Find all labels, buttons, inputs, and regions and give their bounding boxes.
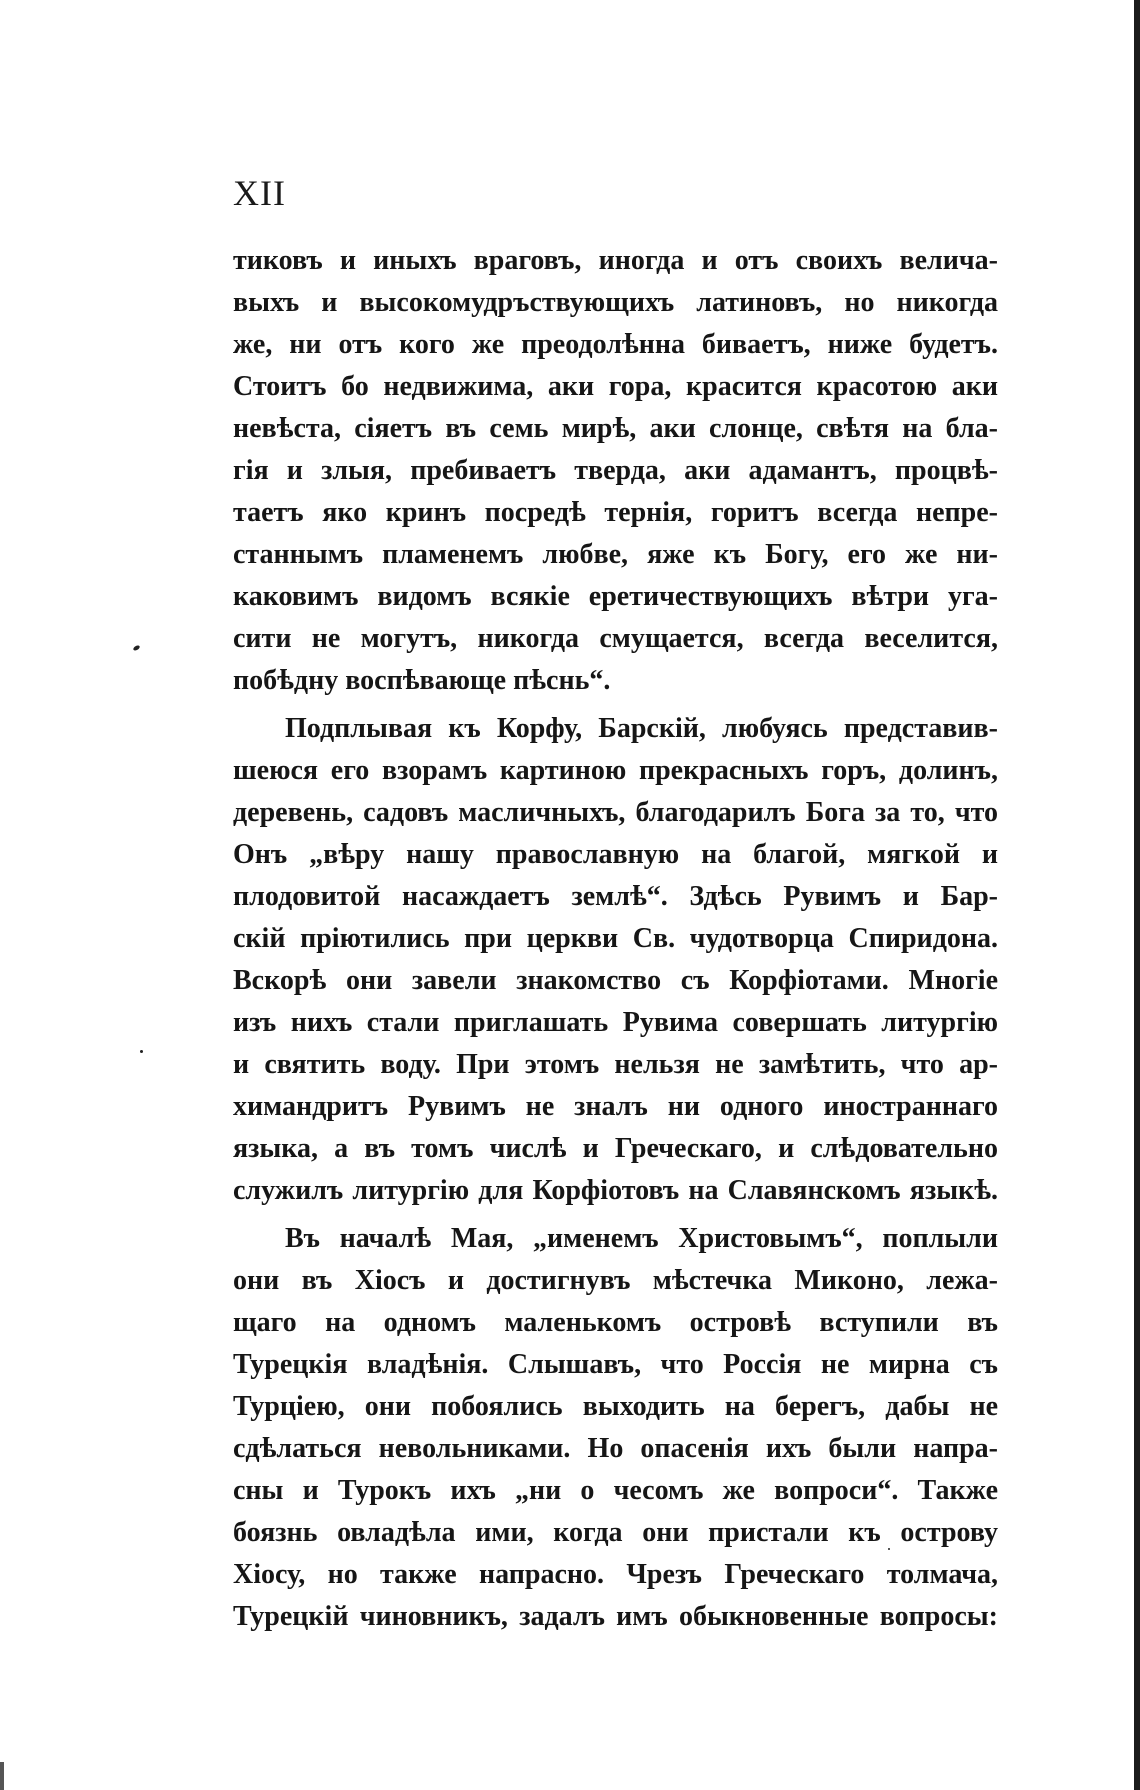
text-line: Турецкія владѣнія. Слышавъ, что Россія не мирна съ: [233, 1349, 998, 1380]
scan-speck: [888, 1548, 890, 1550]
text-line: Стоитъ бо недвижима, аки гора, красится красотою аки: [233, 371, 998, 402]
text-line: и святить воду. При этомъ нельзя не замѣтить, что ар-: [233, 1049, 998, 1080]
text-line: сдѣлаться невольниками. Но опасенія ихъ были напра-: [233, 1433, 998, 1464]
paragraph-2: [233, 708, 998, 1212]
text-line: химандритъ Рувимъ не зналъ ни одного иностраннаго: [233, 1091, 998, 1122]
text-line: изъ нихъ стали приглашать Рувима совершать литургію: [233, 1007, 998, 1038]
text-line: языка, а въ томъ числѣ и Греческаго, и слѣдовательно: [233, 1133, 998, 1164]
text-line: они въ Хіосъ и достигнувъ мѣстечка Миконо, лежа-: [233, 1265, 998, 1296]
text-line: побѣдну воспѣвающе пѣснь“.: [233, 665, 611, 696]
text-line: же, ни отъ кого же преодолѣнна биваетъ, ниже будетъ.: [233, 329, 998, 360]
body-text: [233, 240, 998, 1638]
text-line: таетъ яко кринъ посредѣ тернія, горитъ всегда непре-: [233, 497, 998, 528]
text-line: скій пріютились при церкви Св. чудотворца Спиридона.: [233, 923, 998, 954]
text-line: Хіосу, но также напрасно. Чрезъ Греческаго толмача,: [233, 1559, 998, 1590]
text-line: каковимъ видомъ всякіе еретичествующихъ вѣтри уга-: [233, 581, 998, 612]
text-line: деревень, садовъ масличныхъ, благодарилъ Бога за то, что: [233, 797, 998, 828]
text-line: сити не могутъ, никогда смущается, всегда веселится,: [233, 623, 998, 654]
text-line: гія и злыя, пребиваетъ тверда, аки адамантъ, процвѣ-: [233, 455, 998, 486]
text-line: невѣста, сіяетъ въ семь мирѣ, аки слонце, свѣтя на бла-: [233, 413, 998, 444]
text-line: сны и Турокъ ихъ „ни о чесомъ же вопроси“. Также: [233, 1475, 998, 1506]
text-line: служилъ литургію для Корфіотовъ на Славянскомъ языкѣ.: [233, 1175, 998, 1206]
text-line: боязнь овладѣла ими, когда они пристали къ острову: [233, 1517, 998, 1548]
text-line: Въ началѣ Мая, „именемъ Христовымъ“, поплыли: [285, 1223, 998, 1254]
scan-edge-mark: [0, 1762, 4, 1790]
text-line: шеюся его взорамъ картиною прекрасныхъ горъ, долинъ,: [233, 755, 998, 786]
text-line: выхъ и высокомудръствующихъ латиновъ, но никогда: [233, 287, 998, 318]
paragraph-1: [233, 240, 998, 702]
text-line: щаго на одномъ маленькомъ островѣ вступили въ: [233, 1307, 998, 1338]
text-line: плодовитой насаждаетъ землѣ“. Здѣсь Рувимъ и Бар-: [233, 881, 998, 912]
text-line: Подплывая къ Корфу, Барскій, любуясь представив-: [285, 713, 998, 744]
text-line: Онъ „вѣру нашу православную на благой, мягкой и: [233, 839, 998, 870]
scan-speck: [140, 1050, 143, 1053]
text-line: станнымъ пламенемъ любве, яже къ Богу, его же ни-: [233, 539, 998, 570]
text-line: тиковъ и иныхъ враговъ, иногда и отъ своихъ велича-: [233, 245, 998, 276]
page-edge-shadow: [1134, 0, 1140, 1790]
text-line: Турецкій чиновникъ, задалъ имъ обыкновенные вопросы:: [233, 1601, 998, 1632]
page-number: XII: [233, 173, 286, 213]
paragraph-3: [233, 1218, 998, 1638]
scan-speck: [132, 645, 140, 652]
text-line: Вскорѣ они завели знакомство съ Корфіотами. Многіе: [233, 965, 998, 996]
text-line: Турціею, они побоялись выходить на берегъ, дабы не: [233, 1391, 998, 1422]
